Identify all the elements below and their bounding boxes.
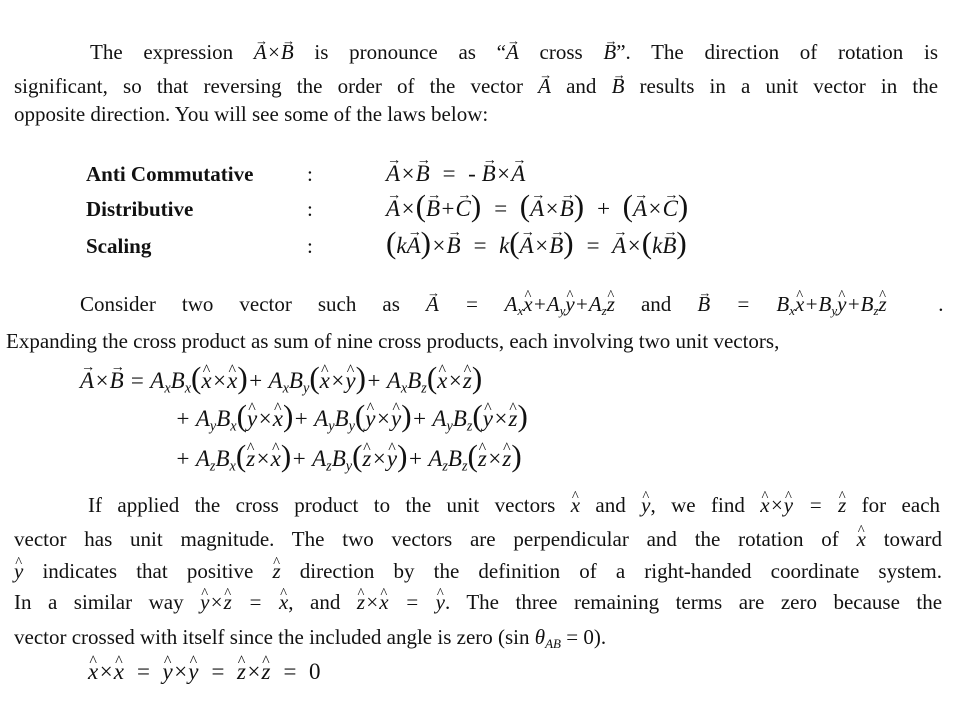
text-direction-of-rotation: ”. The direction of rotation is <box>616 40 939 64</box>
text-right-handed: direction by the definition of a right-handed coordinate system. <box>299 559 943 583</box>
expansion-row-3: + $A_zB_x(\^{}$ z×^ $x)+ A_zB_y(\^{}$ z×^ $y)+ A_zB_z(\^{}$ z×^ z) <box>175 447 522 470</box>
math-y-hat: ^ y <box>641 493 650 517</box>
math-a-vector: → A <box>538 74 551 98</box>
text-results-unit-vector: results in a unit vector in the <box>639 74 939 98</box>
text-cross: cross <box>539 40 583 64</box>
text-for-each: for each <box>861 493 941 517</box>
paragraph1-line3: opposite direction. You will see some of the laws below: <box>14 102 489 126</box>
math-b: → B <box>603 40 616 64</box>
law-name-scaling: Scaling <box>86 234 152 258</box>
expansion-row-2: + $A_yB_x(\^{}$ y×^ $x)+ A_yB_y(\^{}$ y×^ $y)+ A_yB_z(\^{}$ y×^ z) <box>175 407 528 430</box>
text-if-applied: If applied the cross product to the unit vectors <box>88 493 556 517</box>
paragraph1-line2 <box>14 76 938 97</box>
math-x-hat-2: ^ x <box>857 527 866 551</box>
text-the-expression: The expression <box>90 40 234 64</box>
text-indicates-positive: indicates that positive <box>42 559 254 583</box>
text-significant: significant, so that reversing the order of the vector <box>14 74 523 98</box>
paragraph3-line5 <box>14 625 607 651</box>
math-b-vector: → B <box>612 74 625 98</box>
expansion-row-1: → $A\times\to B = A_xB_x(\^{}$ x×^ $x)+ A_xB_y(\^{}$ x×^ $y)+ A_xB_z(\^{}$ x×^ z) <box>80 369 482 392</box>
text-and-4: , and <box>288 590 341 614</box>
text-vector-crossed: vector crossed with itself since the included angle is zero (sin <box>14 625 530 649</box>
text-three-remaining: . The three remaining terms are zero because the <box>445 590 943 614</box>
paragraph3-line3 <box>14 561 942 582</box>
math-theta-ab: $\theta_{AB}$ <box>534 625 561 651</box>
text-and: and <box>566 74 597 98</box>
text-similar-way: In a similar way <box>14 590 184 614</box>
text-toward: toward <box>883 527 943 551</box>
text-pronounce-as: is pronounce as “ <box>314 40 506 64</box>
formula-scaling: (k→ A)×→ B = k(→ A×→ B) = → A×(k→ B) <box>386 234 687 257</box>
formula-distributive: → A×(→ B+→ C) = (→ A×→ B) + (→ A×→ C) <box>386 197 688 220</box>
text-unit-magnitude: vector has unit magnitude. The two vectors are perpendicular and the rotation of <box>14 527 839 551</box>
law-name-anti-commutative: Anti Commutative <box>86 162 254 186</box>
law-name-distributive: Distributive <box>86 197 194 221</box>
math-z-hat: ^ z <box>272 559 280 583</box>
formula-anti-commutative: → A×→ B = - → B×→ A <box>386 162 525 185</box>
paragraph2-line2: Expanding the cross product as sum of nine cross products, each involving two unit vectors, <box>6 329 780 353</box>
paragraph3-line4 <box>14 592 942 613</box>
paragraph3-line2 <box>14 529 942 550</box>
text-and-2: and <box>640 292 672 316</box>
law-colon-2: : <box>307 197 313 221</box>
law-colon-3: : <box>307 234 313 258</box>
formula-self-cross-zero: ^ x×^ x = ^ y×^ y = ^ z×^ z = 0 <box>88 660 320 683</box>
text-eq-zero: = 0). <box>566 625 607 649</box>
math-b-components: → $B = B_x\^{}$ $x+B_y\^{}$ $y+B_z\^{}$ z . <box>697 292 944 316</box>
math-a-cross-b: → A×→ B <box>254 40 294 64</box>
math-x-cross-y-eq-z: ^ x×^ y = ^ z <box>760 493 846 517</box>
math-y-hat-2: ^ y <box>14 559 23 583</box>
math-a: → A <box>506 40 519 64</box>
paragraph3-line1 <box>88 495 940 516</box>
paragraph1-line1 <box>90 42 938 63</box>
math-a-components: → $A = A_x\^{}$ $x+A_y\^{}$ $y+A_z\^{}$ z <box>426 292 615 316</box>
text-consider-two-vector: Consider two vector such as <box>80 292 400 316</box>
law-colon-1: : <box>307 162 313 186</box>
math-x-hat: ^ x <box>571 493 580 517</box>
text-we-find: , we find <box>650 493 745 517</box>
text-and-3: and <box>595 493 626 517</box>
paragraph2-line1 <box>80 292 945 318</box>
math-y-cross-z-eq-x: ^ y×^ z = ^ x <box>200 590 288 614</box>
math-z-cross-x-eq-y: ^ z×^ x = ^ y <box>357 590 445 614</box>
